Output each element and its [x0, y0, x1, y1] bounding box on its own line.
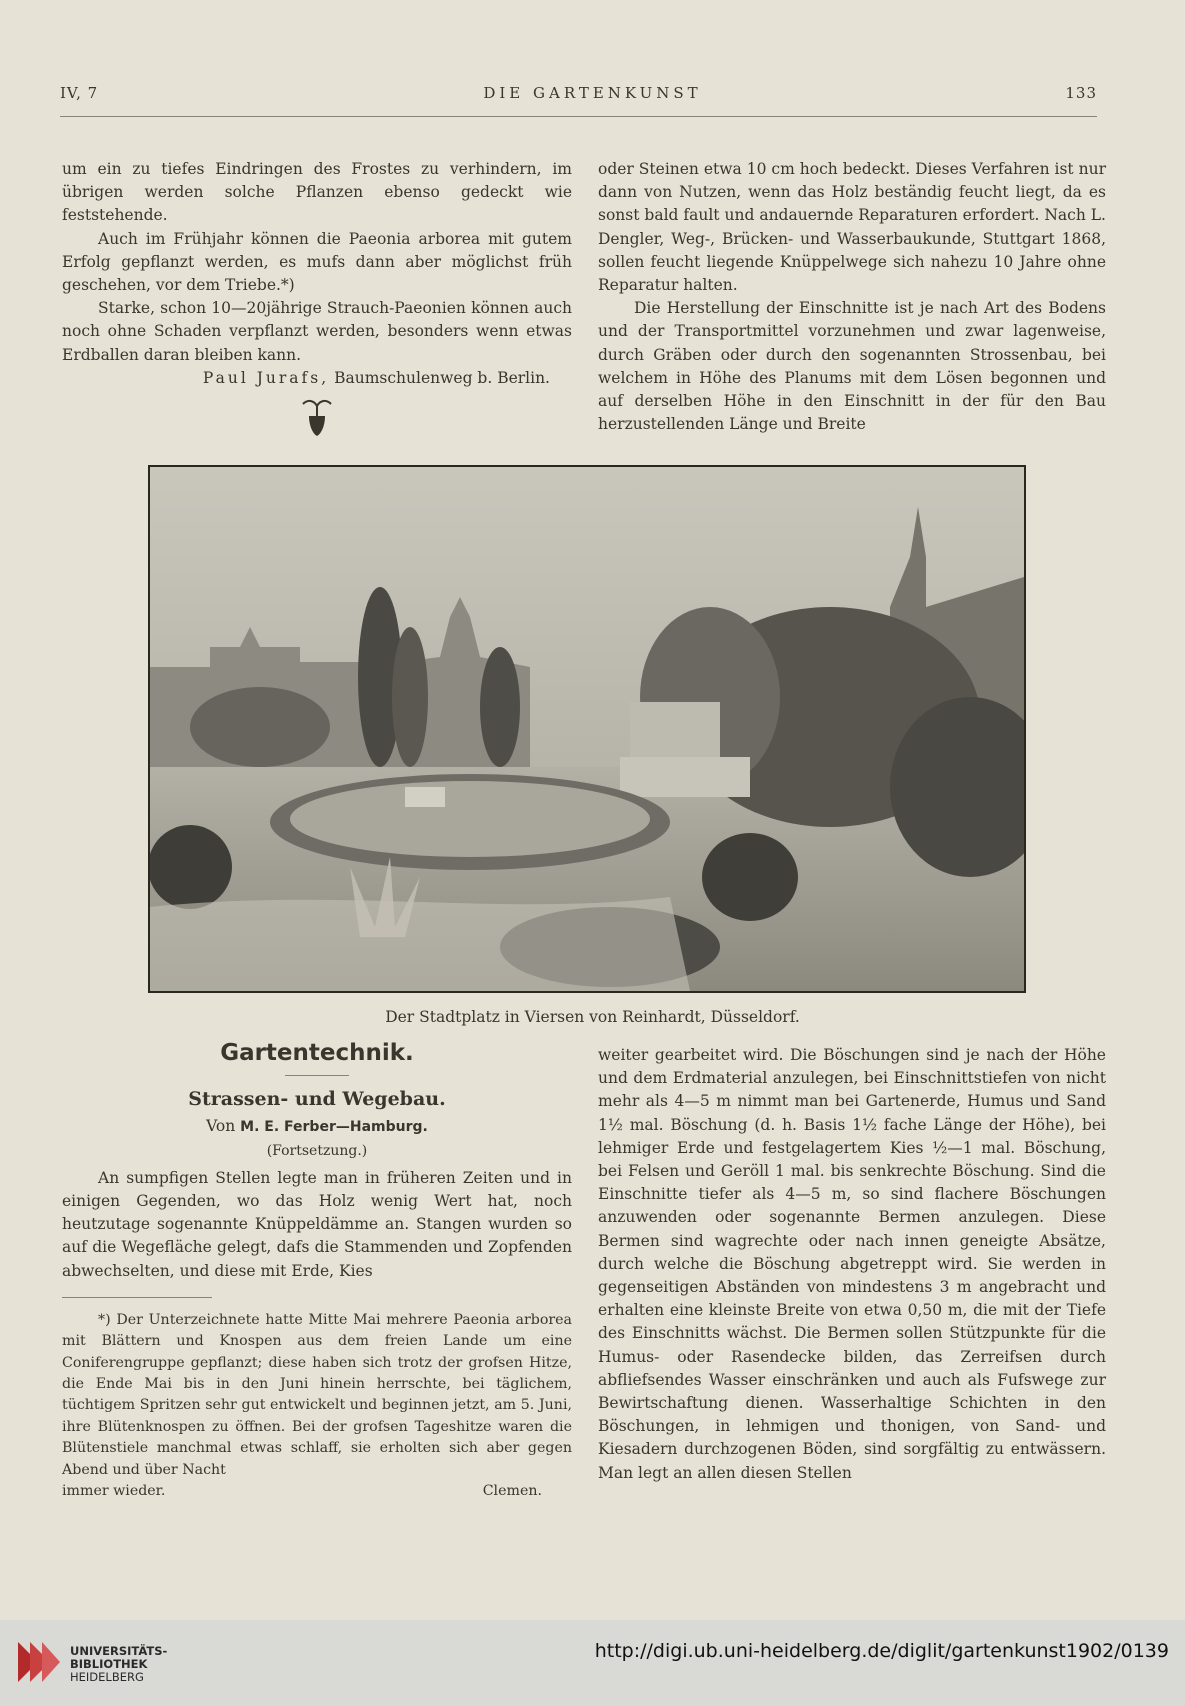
paragraph: An sumpfigen Stellen legte man in früheren Zeiten und in einigen Gegenden, wo das Holz wenig Wert hat, noch heutzutage sogenannte Knüppeldämme an. Stangen wurden so auf die Wegefläche gelegt, dafs die Stammenden und Zopfenden abwechselten, und diese mit Erde, Kies — [62, 1168, 572, 1280]
paragraph: weiter gearbeitet wird. Die Böschungen sind je nach der Höhe und dem Erdmaterial anzulegen, bei Einschnittstiefen von nicht mehr als 4—5 m nimmt man bei Gartenerde, Humus und Sand 1½ mal. Böschung (d. h. Basis 1½ fache Länge der Höhe), bei lehmiger Erde und festgelagertem Kies ½—1 mal. Böschung, bei Felsen und Geröll 1 mal. bis senkrechte Böschung. Sind die Einschnitte tiefer als 4—5 m, so sind flachere Böschungen anzuwenden oder sogenannte Bermen anzulegen. Diese Bermen sind wagrechte oder nach innen geneigte Absätze, durch welche die Böschung abgetreppt wird. Sie werden in gegenseitigen Abständen von mindestens 3 m angebracht und erhalten eine kleinste Breite von etwa 0,50 m, die mit der Tiefe des Einschnitts wächst. Die Bermen sollen Stützpunkte für die Humus- oder Rasendecke bilden, das Zerreifsen durch abfliefsendes Wasser einschränken und auch als Fufswege zur Bewirtschaftung dienen. Wasserhaltige Schichten in den Böschungen, in lehmigen und thonigen, von Sand- und Kiesadern durchzogenen Böden, sind sorgfältig zu entwässern. Man legt an allen diesen Stellen — [598, 1046, 1106, 1482]
paragraph: Die Herstellung der Einschnitte ist je nach Art des Bodens und der Transportmittel vorzunehmen und zwar lagenweise, durch Gräben oder durch den sogenannten Strossenbau, bei welchem in Höhe des Planums mit dem Lösen begonnen und auf derselben Höhe in den Einschnitt in der für den Bau herzustellenden Länge und Breite — [598, 299, 1106, 434]
park-engraving-image — [150, 467, 1024, 991]
paragraph: um ein zu tiefes Eindringen des Frostes zu verhindern, im übrigen werden solche Pflanzen ebenso gedeckt wie feststehende. — [62, 160, 572, 225]
source-url-link[interactable]: http://digi.ub.uni-heidelberg.de/diglit/gartenkunst1902/0139 — [594, 1640, 1169, 1662]
library-line-3: HEIDELBERG — [70, 1670, 144, 1684]
university-library-logo-icon[interactable] — [14, 1636, 62, 1688]
author-signature — [62, 367, 572, 390]
footnote-last-line: immer wieder. — [62, 1483, 166, 1500]
right-column-top — [598, 158, 1106, 436]
left-column-top — [62, 158, 572, 438]
byline-prefix: Von — [206, 1117, 241, 1136]
footnote-ending — [62, 1481, 572, 1502]
library-line-1: UNIVERSITÄTS- — [70, 1644, 168, 1658]
section-title: Gartentechnik. — [220, 1040, 414, 1066]
author-place: Baumschulenweg b. Berlin. — [329, 368, 550, 387]
running-title: DIE GARTENKUNST — [483, 84, 702, 102]
volume-number: IV, 7 — [60, 84, 99, 102]
library-line-2: BIBLIOTHEK — [70, 1657, 148, 1671]
footnote — [62, 1310, 572, 1503]
paragraph: Auch im Frühjahr können die Paeonia arborea mit gutem Erfolg gepflanzt werden, es mufs dann aber möglichst früh geschehen, vor dem Triebe.*) — [62, 229, 572, 295]
garden-illustration — [148, 465, 1026, 993]
author-name: M. E. Ferber—Hamburg. — [240, 1119, 428, 1136]
paragraph: oder Steinen etwa 10 cm hoch bedeckt. Dieses Verfahren ist nur dann von Nutzen, wenn das Holz beständig feucht liegt, da es sonst bald fault und andauernde Reparaturen erfordert. Nach L. Dengler, Weg-, Brücken- und Wasserbaukunde, Stuttgart 1868, sollen feucht liegende Knüppelwege sich nahezu 10 Jahre ohne Reparatur halten. — [598, 160, 1106, 295]
byline — [62, 1115, 572, 1139]
flower-vignette-icon — [299, 396, 335, 438]
article-title: Strassen- und Wegebau. — [188, 1088, 446, 1111]
left-column-bottom — [62, 1042, 572, 1502]
title-rule — [285, 1075, 349, 1076]
header-rule — [60, 116, 1097, 117]
footnote-signature: Clemen. — [482, 1483, 542, 1500]
footnote-rule — [62, 1297, 212, 1298]
library-name[interactable] — [70, 1645, 167, 1684]
continuation-note: (Fortsetzung.) — [266, 1142, 368, 1159]
footnote-text: *) Der Unterzeichnete hatte Mitte Mai mehrere Paeonia arborea mit Blättern und Knospen aus dem freien Lande um eine Coniferengruppe gepflanzt; diese haben sich trotz der grofsen Hitze, die Ende Mai bis in den Juni hinein herrschte, bei täglichem, tüchtigem Spritzen sehr gut entwickelt und beginnen jetzt, am 5. Juni, ihre Blütenknospen zu öffnen. Bei der grofsen Tageshitze waren die Blütenstiele manchmal etwas schlaff, sie erholten sich aber gegen Abend und über Nacht — [62, 1311, 572, 1478]
paragraph: Starke, schon 10—20jährige Strauch-Paeonien können auch noch ohne Schaden verpflanzt werden, besonders wenn etwas Erdballen daran bleiben kann. — [62, 299, 572, 364]
page-number: 133 — [1065, 84, 1097, 102]
right-column-bottom — [598, 1044, 1106, 1485]
footer-bar — [0, 1620, 1185, 1706]
figure-caption: Der Stadtplatz in Viersen von Reinhardt, Düsseldorf. — [385, 1008, 800, 1026]
author-name: Paul Jurafs, — [202, 368, 330, 387]
